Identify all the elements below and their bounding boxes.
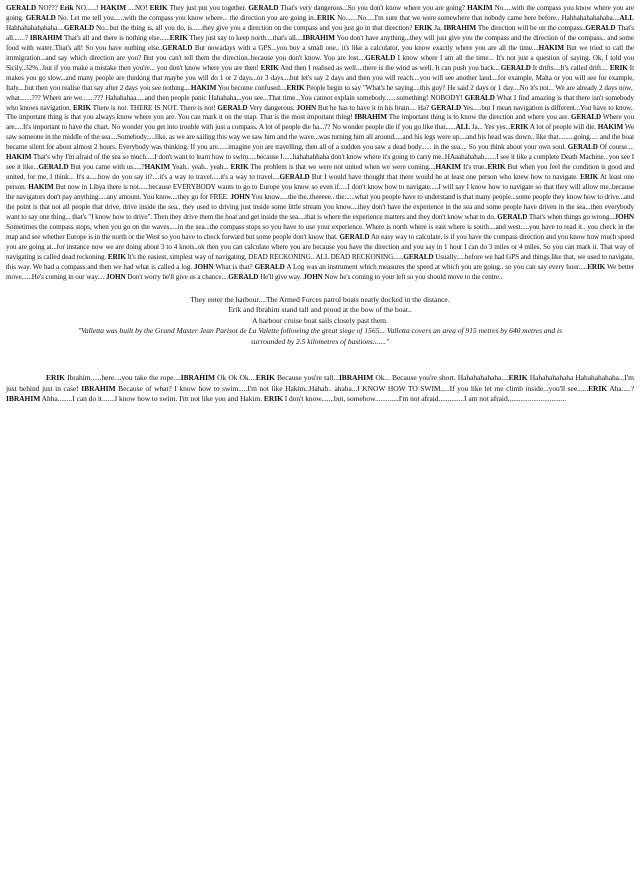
speech-text: Hahahahahaha Hahahahahaha...I'm just behind just in case!	[6, 373, 634, 393]
speech-text: But he has to have it in his brain.... Ha?	[316, 103, 431, 112]
speech-text: I don't know.......but, somehow.............I'm not afraid..............I am not afraid................................	[282, 394, 567, 404]
speech-text: Sometimes the compass stops, when you go on the waves.....in the sea...the compass stops so you have to use your experience. Where is north where is east where is south....and west.....you have to read it.. you check in the map and see whether Europe is in the north or the West so you have to check forward but some people don't know that.	[6, 222, 634, 241]
speaker-name: IBRAHIM	[180, 373, 215, 383]
speaker-name: GERALD	[464, 93, 495, 102]
speech-text: You know.....the the..theeeee.. the......what you people have to understand is that many people...some people they know how to drive...and the point is that not all people that drive, drive inside the sea.. they used to driving just inside some little stream you know....they don't have the experience in the sea and some people have driven in the sea...then everybody want to say one thing... that's "I know how to drive". Then they drive them the boat and get inside the sea....that is where the experience matters and they don't know what to do.	[6, 193, 634, 222]
speech-text: Yeah.. yeah.. yeah...	[170, 163, 231, 172]
speech-text: Because of what? I know how to swim.....I'm not like Hakim..Hahah.. ahaha...I KNOW HOW TO SWIM.....If you like let me climb inside...you'll see......	[115, 383, 589, 393]
speaker-name: GERALD	[63, 23, 95, 32]
speech-text: It's the easiest, simplest way of navigating. DEAD RECKONING.. ALL DEAD RECKONING......	[125, 252, 404, 261]
speaker-name: GERALD	[6, 4, 37, 12]
speaker-name: ERIK	[588, 383, 608, 393]
speech-text: That's all and there is nothing else......	[62, 33, 170, 42]
speaker-name: GERALD	[228, 272, 259, 281]
speech-text: No...but the thing is, all you do, is......they give you a direction on the compass and you just go in that direction?	[94, 23, 415, 32]
speech-text: Ja.	[432, 23, 444, 32]
speech-text: NO???	[36, 4, 60, 12]
speech-text: But when you feel the condition is good and united, for me, I think... It's a.....how do you say it?....it's a way to travel.....it's a way to travel....	[6, 163, 635, 182]
speech-text: We saw someone in the middle of the sea....Somebody.....like, as we are sailing this way we saw him and the wave...was turning him all around.....and his legs were up....and his head was down.. like that.........going..... and the boat became silent for about almost 2 hours. Everybody was thinking. If you are......imagine you are travelling, then all of a sudden you saw a dead body...... in the sea.... So you think about your own soul.	[6, 123, 635, 152]
speaker-name: HAKIM	[100, 4, 126, 12]
speech-text: He'll give way.	[258, 272, 304, 281]
speaker-name: IBRAHIM	[338, 373, 374, 383]
speech-text: That's very dangerous...So you don't know where you are going?	[278, 4, 468, 12]
speaker-name: IBRAHIM	[443, 23, 477, 32]
speech-text: A lot of people will die.	[528, 123, 598, 132]
stage-directions	[6, 295, 634, 348]
speech-text: They just say to keep north....that's all....	[187, 33, 303, 42]
speech-text: A Log was an instrument which measures the speed at which you are going.. so you can say every hour.....	[284, 262, 588, 271]
speech-text: Ja... Yes yes...	[470, 123, 511, 132]
speaker-name: HAKIM	[6, 153, 32, 162]
speaker-name: GERALD	[162, 43, 193, 52]
speaker-name: ALL	[455, 123, 471, 132]
speech-text: You don't have anything...they will just give you the compass and the direction of the compass.. and some food with water..That's all! So you have nothing else..	[6, 33, 634, 52]
speech-text: But now in Libya there is not......because EVERYBODY wants to go to Europe you know so even if.....I don't know how to navigate.....I will say I know how to navigate so that they will allow me..because the navigators don't pay anything.....any amount. You know....they go for FREE.	[6, 183, 634, 202]
speaker-name: IBRAHIM	[29, 33, 63, 42]
speech-text: It drifts....It's called drift....	[530, 63, 610, 72]
speaker-name: JOHN	[193, 262, 214, 271]
speaker-name: ALL	[619, 13, 634, 22]
speech-text: We better move......He's coming in our way....	[6, 262, 634, 281]
speech-text: Ok... Because you're short. Hahahahahaha....	[373, 373, 509, 383]
speech-text: That's when things go wrong...	[527, 213, 615, 222]
speaker-name: JOHN	[296, 103, 317, 112]
speaker-name: GERALD	[254, 262, 285, 271]
speech-text: That's all.......?	[6, 23, 634, 42]
speaker-name: ERIK	[510, 123, 529, 132]
speech-text: Because you're tall...	[274, 373, 339, 383]
speech-text: Don't worry he'll give us a chance....	[125, 272, 229, 281]
speech-text: An easy way to calculate, is if you have the compass direction and you know how much speed you are going at...for instance now we are doing about 3 to 4 knots..ok then you can calculate where you are because you have the direction and you say in 1 hour I can do 3 miles or 4 miles. So you can mark it. That way of navigating is called dead reckoning.	[6, 232, 635, 261]
speech-text: Of course....	[597, 143, 634, 152]
speech-text: Ibrahim......here....you take the rope....	[64, 373, 181, 383]
speaker-name: HAKIM	[467, 4, 493, 12]
speaker-name: ERIK	[508, 373, 528, 383]
stage-line: A harbour cruise boat sails closely past them.	[252, 315, 388, 325]
speaker-name: GERALD	[430, 103, 462, 112]
speech-text: Usually.....before we had GPS and things like that, we used to navigate, this way. We had a compass and then we had what is called a log.	[6, 252, 634, 271]
speaker-name: ERIK	[107, 252, 126, 261]
speaker-name: GERALD	[403, 252, 434, 261]
speech-text: But you came with us.....?	[68, 163, 145, 172]
second-dialogue-block	[6, 373, 634, 405]
speech-text: People begin to say "What's he saying....this guy? He said 2 days or 1 day....No it's not... We are already 2 days now.. what.......??? Where are we.......??? Hahahahaa.....and then people panic Hahahaha...you see...That time...You cannot explain somebody.......something! NOBODY!	[6, 83, 634, 102]
speaker-name: HAKIM	[597, 123, 624, 132]
speaker-name: HAKIM	[144, 163, 171, 172]
speaker-name: ERIK	[230, 163, 249, 172]
speaker-name: GERALD	[25, 13, 56, 22]
speech-text: Aha.....?	[607, 383, 634, 393]
speech-text: I know where I am all the time... It's not just a question of saying. Ok, I told you Sicily..32%...but if you make a mistake then you're... you don't know where you are then!	[6, 53, 635, 72]
speech-text: Ahha........I can do it.......I know how to swim. I'm not like you and Hakim.	[40, 394, 264, 404]
speech-text: It makes you go slow...and many people are thinking that maybe you will do 1 or 2 days...or 3 days....but let's say 2 days and then you will reach....you will see another land....for example, Malta or you will see for example, Italy....but then you realise that say after 2 days you see nothing....	[6, 63, 634, 92]
speech-text: Yes.....but I mean navigation is different...You have to know.. The important thing is that you always know where you are. You can mark it on the map. That is the most important thing!	[6, 103, 635, 122]
speech-text: They just put you together.	[167, 4, 249, 12]
speech-text: Hahhahahahahaha....	[6, 23, 64, 32]
speaker-name: ERIK	[263, 394, 283, 404]
speech-text: At least one person.	[6, 173, 634, 192]
speaker-name: GERALD	[248, 4, 279, 12]
speech-text: And then I realised as well....there is the wind as well. It can push you back....	[278, 63, 501, 72]
speaker-name: ERIK	[580, 173, 599, 182]
speech-text: There is not. THERE IS NOT. There is not!	[90, 103, 218, 112]
speaker-name: IBRAHIM	[302, 33, 335, 42]
speaker-name: ERIK	[317, 13, 335, 22]
speaker-name: HAKIM	[435, 163, 461, 172]
speaker-name: ERIK	[73, 103, 91, 112]
speech-text: What is that?	[213, 262, 255, 271]
speaker-name: ERIK	[487, 163, 506, 172]
speech-text: ....NO!	[125, 4, 150, 12]
speaker-name: ERIK	[286, 83, 305, 92]
valletta-quote: "Valletta was built by the Grand Master Jean Parisot de La Valette following the great siege of 1565... Valletta covers an area of 915 metres by 640 metres and is surrounded by 2.5 kilometres of bastions......."	[77, 326, 563, 346]
speech-text: The problem is that we were not united when we were coming....	[248, 163, 436, 172]
speaker-name: ERIK	[255, 373, 275, 383]
speaker-name: GERALD	[567, 143, 598, 152]
main-dialogue-block	[6, 4, 634, 283]
speech-text: You become confused....	[216, 83, 287, 92]
speaker-name: GERALD	[38, 163, 69, 172]
speech-text: It's true..	[460, 163, 488, 172]
speech-text: The important thing is to know the direction and where you are.	[386, 113, 572, 122]
speech-text: Very dangerous.	[247, 103, 297, 112]
speech-text: Ok Ok Ok....	[214, 373, 256, 383]
speaker-name: ERIK	[46, 373, 65, 383]
speaker-name: GERALD	[217, 103, 248, 112]
speaker-name: ERIK	[414, 23, 433, 32]
speaker-name: JOHN	[106, 272, 126, 281]
speech-text: NO......!	[73, 4, 101, 12]
speaker-name: ERIK	[169, 33, 188, 42]
speaker-name: JOHN	[230, 193, 250, 202]
speaker-name: HAKIM	[538, 43, 565, 52]
speech-text: No.....with the compass you know where you are going.	[6, 4, 635, 22]
speaker-name: GERALD	[571, 113, 602, 122]
speaker-name: IBRAHIM	[81, 383, 116, 393]
speech-text: No.......No.....I'm sure that we were somewhere that nobody came here before.. Hahhahahahahaha....	[334, 13, 620, 22]
speaker-name: Erik	[59, 4, 74, 12]
speaker-name: GERALD	[585, 23, 616, 32]
speech-text: But nowadays with a GPS...you buy a small one.. it's like a calculator, you know exactly where you are all the time....	[192, 43, 539, 52]
speaker-name: GERALD	[497, 213, 528, 222]
speaker-name: GERALD	[279, 173, 310, 182]
speaker-name: ERIK	[149, 4, 168, 12]
speech-text: Where you are.....It's important to have the chart. No wonder you get into trouble with just a compass. A lot of people die ha...?? No wonder people die if you go like that......	[6, 113, 634, 132]
speech-text: Now he's coming to your left so you should move to the centre..	[322, 272, 503, 281]
speech-text: The direction will be on the compass..	[476, 23, 586, 32]
stage-line: They enter the harbour....The Armed Forces patrol boats neatly docked in the distance.	[190, 294, 450, 304]
speaker-name: GERALD	[500, 63, 531, 72]
speaker-name: GERALD	[365, 53, 396, 62]
speaker-name: ERIK	[260, 63, 279, 72]
speaker-name: JOHN	[303, 272, 323, 281]
speaker-name: GERALD	[339, 232, 370, 241]
stage-line: Erik and Ibrahim stand tall and proud at the bow of the boat..	[228, 305, 412, 315]
speech-text: What I find amazing is that there isn't somebody who knows navigation.	[6, 93, 634, 112]
speaker-name: HAKIM	[28, 183, 54, 192]
speaker-name: JOHN	[614, 213, 634, 222]
speaker-name: ERIK	[587, 262, 606, 271]
speaker-name: HAKIM	[190, 83, 217, 92]
speech-text: But I would have thought that there would be at least one person who knew how to navigate.	[309, 173, 581, 182]
speaker-name: IBRAHIM	[354, 113, 387, 122]
speaker-name: ERIK	[609, 63, 628, 72]
speech-text: That's why I'm afraid of the sea so much.....I don't want to learn how to swim.....because I......hahahahhaha don't know where it's going to carry me..HAaahahahah.......I see it like a complete Death Machine.. you see I see it like...	[6, 153, 634, 172]
speaker-name: IBRAHIM	[6, 394, 41, 404]
speech-text: No. Let me tell you......with the compass you know where... the direction you are going in..	[55, 13, 318, 22]
speech-text: But we tried to call the immigration...and say which direction are you? But you can't tell them the direction..because you don't know. You are lost....	[6, 43, 635, 62]
